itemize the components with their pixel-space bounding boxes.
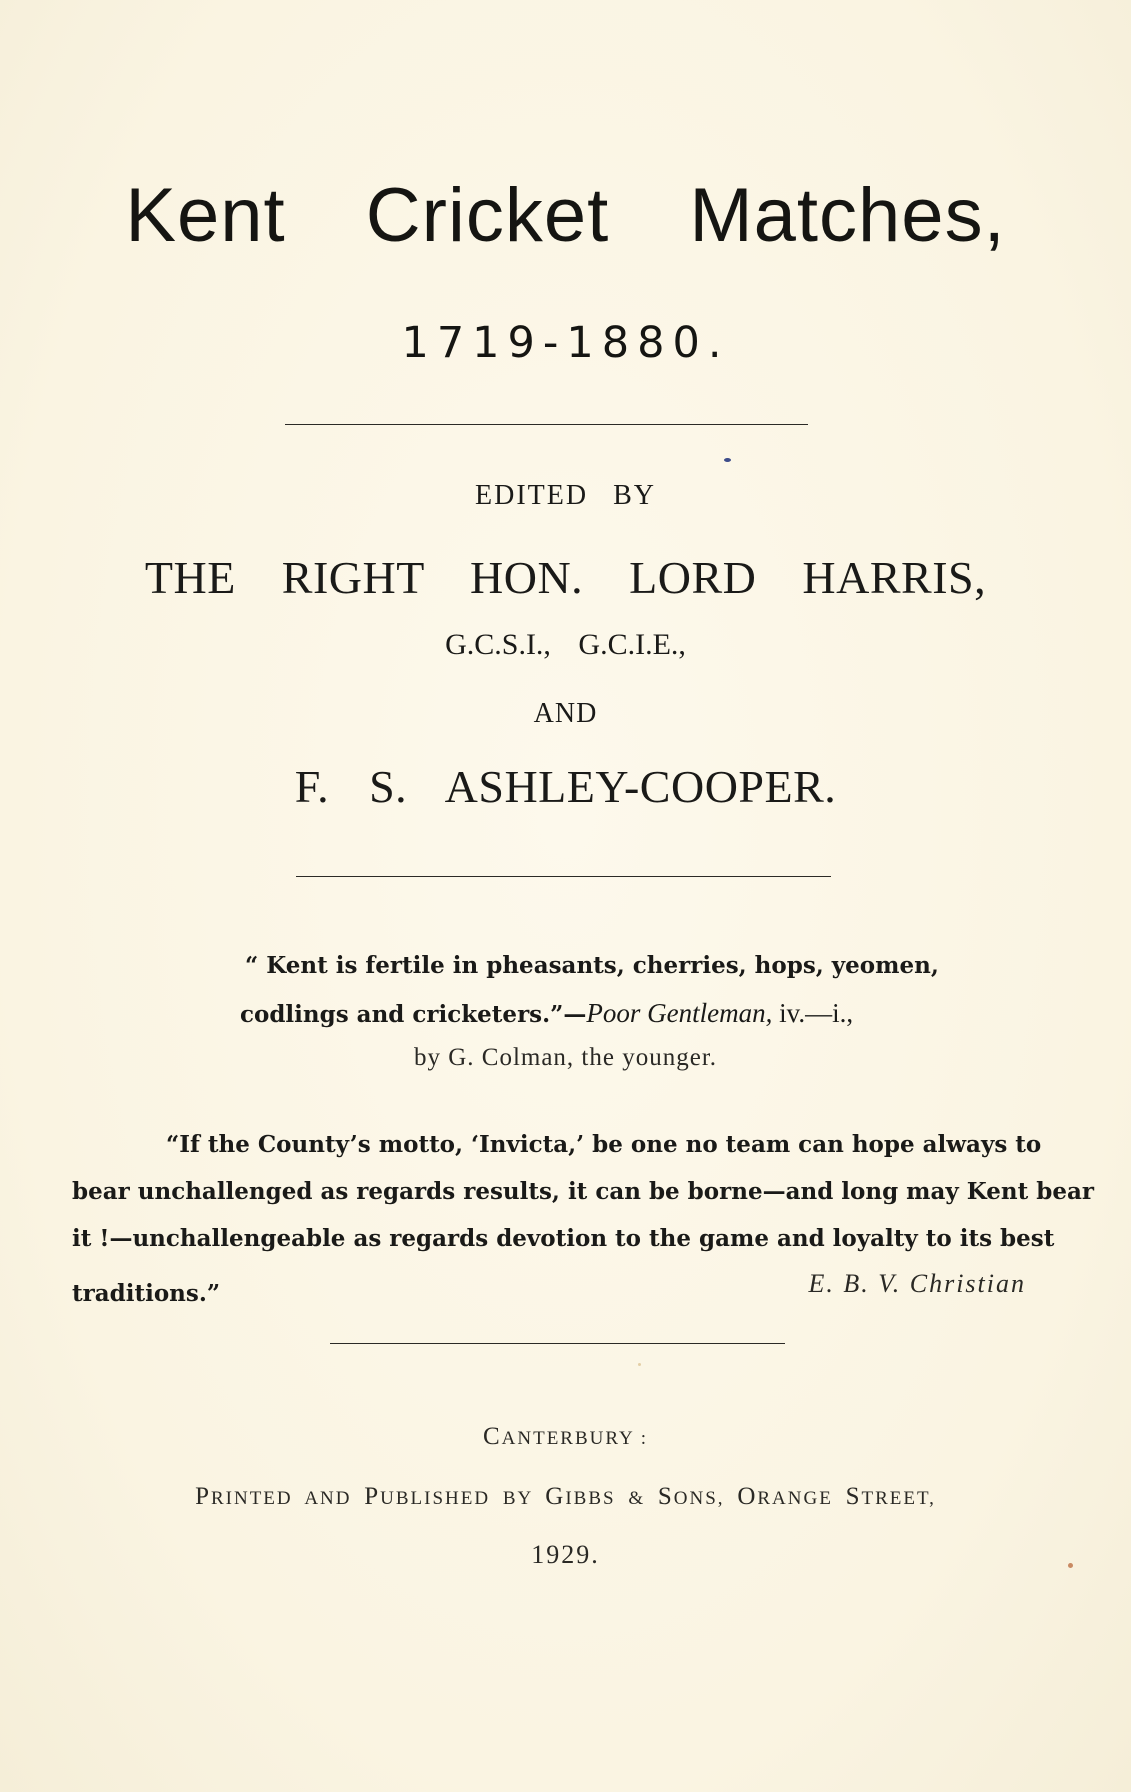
printer-word-rest: ONS, (673, 1488, 738, 1509)
quote2-line1: “If the County’s motto, ‘Invicta,’ be one no team can hope always to (166, 1131, 1042, 1158)
imprint-year: 1929. (531, 1540, 600, 1569)
book-title: Kent Cricket Matches, (125, 173, 1006, 258)
quote1-line2-text: codlings and cricketers.”— (240, 1001, 587, 1028)
imprint-place (0, 1424, 1131, 1449)
imprint-place-initial: C (482, 1423, 502, 1450)
divider-rule-1 (285, 424, 808, 425)
quote1-line2 (240, 1000, 853, 1027)
editor-lord-harris: THE RIGHT HON. LORD HARRIS, (144, 552, 987, 603)
printer-word-initial: P (195, 1483, 211, 1510)
printer-word-initial: G (545, 1483, 566, 1510)
imprint-printer (0, 1484, 1131, 1509)
ink-speck (724, 458, 731, 462)
divider-rule-3 (330, 1343, 785, 1344)
foxing-speck (638, 1363, 641, 1366)
printer-word-initial: P (364, 1483, 381, 1510)
quote2-attribution: E. B. V. Christian (808, 1269, 1026, 1298)
printer-word-initial: S (657, 1483, 674, 1510)
quote2-line2: bear unchallenged as regards results, it can be borne—and long may Kent bear (72, 1178, 1094, 1205)
quote2-line4: traditions.” (72, 1280, 221, 1307)
edited-by-label: EDITED BY (475, 480, 656, 511)
quote1-reference: iv.—i., (772, 998, 854, 1028)
foxing-speck (1068, 1563, 1073, 1568)
imprint-place-rest: ANTERBURY : (501, 1428, 649, 1449)
editor-ashley-cooper: F. S. ASHLEY-COOPER. (294, 761, 837, 812)
quote2-line3: it !—unchallengeable as regards devotion to the game and loyalty to its best (72, 1225, 1055, 1252)
divider-rule-2 (296, 876, 831, 877)
quote1-byline: by G. Colman, the younger. (413, 1044, 718, 1071)
printer-word-rest: RANGE (757, 1488, 846, 1509)
and-label: AND (533, 698, 598, 729)
quote1-line1: “ Kent is fertile in pheasants, cherries, hops, yeomen, (245, 952, 939, 979)
printer-word-rest: UBLISHED BY (380, 1488, 546, 1509)
quote1-work-title: Poor Gentleman, (586, 998, 773, 1028)
printer-word-rest: RINTED AND (210, 1488, 365, 1509)
printer-word-initial: O (737, 1483, 758, 1510)
printer-word-rest: IBBS & (565, 1488, 658, 1509)
book-years: 1719-1880. (401, 318, 730, 368)
editor-honours: G.C.S.I., G.C.I.E., (445, 628, 686, 661)
printer-word-initial: S (845, 1483, 862, 1510)
printer-word-rest: TREET, (861, 1488, 936, 1509)
